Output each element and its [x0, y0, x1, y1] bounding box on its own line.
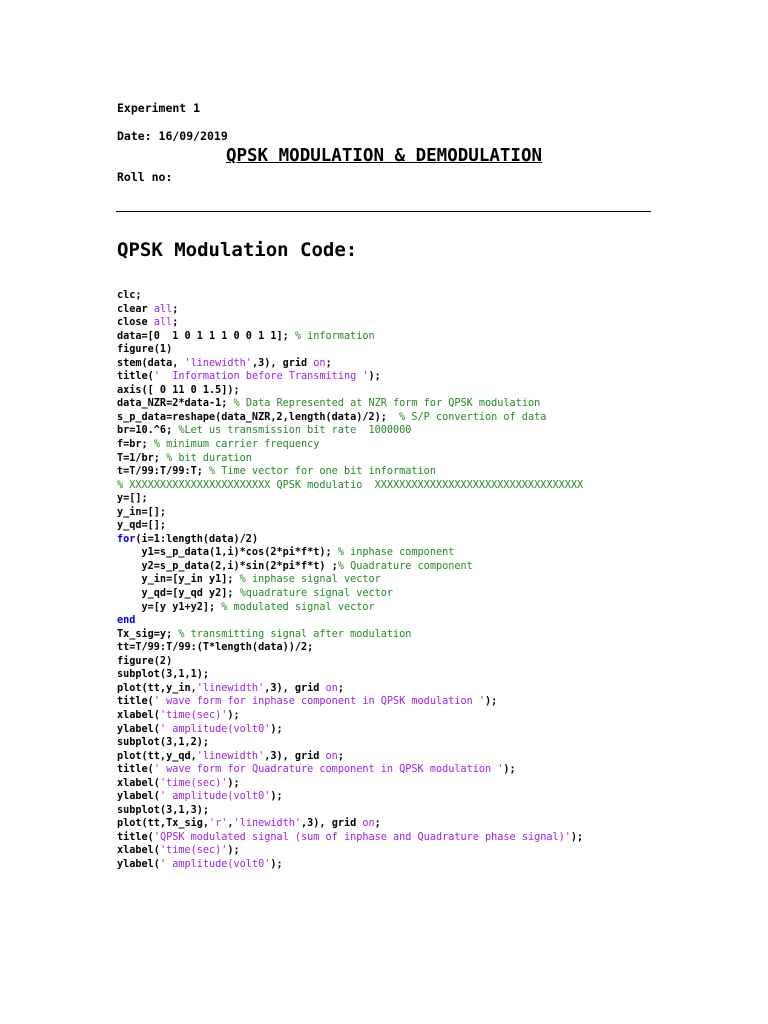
code-line [117, 777, 583, 791]
code-line [117, 546, 583, 560]
code-text: tt=T/99:T/99:(T*length(data))/2; [117, 642, 314, 654]
code-string: ' amplitude(volt0' [159, 858, 271, 870]
code-text: y=[]; [117, 493, 148, 505]
code-string: 'linewidth' [196, 682, 265, 694]
code-comment: % transmitting signal after modulation [178, 628, 412, 640]
code-text: ylabel( [117, 723, 160, 735]
code-line [117, 465, 583, 479]
code-text: ); [270, 858, 283, 870]
code-line [117, 709, 583, 723]
code-comment: % inphase component [337, 547, 455, 559]
code-text: ylabel( [117, 791, 160, 803]
code-comment: % XXXXXXXXXXXXXXXXXXXXXXX QPSK modulatio XXXXXXXXXXXXXXXXXXXXXXXXXXXXXXXXXX [117, 479, 584, 491]
code-text: subplot(3,1,2); [117, 737, 210, 749]
code-comment: %quadrature signal vector [239, 588, 394, 600]
code-comment: % S/P convertion of data [399, 411, 547, 423]
code-text: data=[0 1 0 1 1 1 0 0 1 1]; [117, 330, 295, 342]
code-text: xlabel( [117, 845, 160, 857]
roll-no-label: Roll no: [117, 170, 173, 184]
code-text: f=br; [117, 439, 154, 451]
code-keyword: end [117, 615, 136, 627]
code-text: y1=s_p_data(1,i)*cos(2*pi*f*t); [117, 547, 338, 559]
code-line [117, 384, 583, 398]
code-text: ; [325, 357, 332, 369]
code-line [117, 790, 583, 804]
code-text: stem(data, [117, 357, 185, 369]
experiment-label: Experiment 1 [117, 101, 201, 115]
code-line [117, 370, 583, 384]
code-text: ); [227, 845, 240, 857]
code-text: clc; [117, 290, 142, 301]
code-string: 'linewidth' [233, 818, 302, 830]
code-string: ' Information before Transmiting ' [153, 371, 369, 383]
code-line [117, 601, 583, 615]
date-label: Date: 16/09/2019 [117, 129, 228, 143]
code-text: , [227, 818, 234, 830]
code-text: ); [503, 764, 516, 776]
code-line [117, 519, 583, 533]
code-string: 'QPSK modulated signal (sum of inphase and Quadrature phase signal)' [153, 831, 571, 843]
code-text: y2=s_p_data(2,i)*sin(2*pi*f*t) ; [117, 560, 338, 572]
code-text: ylabel( [117, 858, 160, 870]
code-line [117, 573, 583, 587]
code-string: on [325, 750, 338, 762]
code-string: ' amplitude(volt0' [159, 723, 271, 735]
code-text: y_in=[]; [117, 506, 167, 518]
code-comment: % information [294, 330, 375, 342]
code-line [117, 723, 583, 737]
code-line [117, 397, 583, 411]
code-line [117, 750, 583, 764]
code-line [117, 560, 583, 574]
code-line [117, 452, 583, 466]
code-text: title( [117, 764, 154, 776]
code-text: y_qd=[]; [117, 520, 167, 532]
code-line [117, 655, 583, 669]
code-text: y_in=[y_in y1]; [117, 574, 240, 586]
code-line [117, 303, 583, 317]
code-line [117, 736, 583, 750]
code-line [117, 844, 583, 858]
code-comment: % modulated signal vector [221, 601, 375, 613]
code-text: ; [337, 750, 344, 762]
code-comment: % minimum carrier frequency [153, 439, 320, 451]
code-line [117, 343, 583, 357]
code-text: xlabel( [117, 709, 160, 721]
code-line [117, 587, 583, 601]
code-string: 'linewidth' [196, 750, 265, 762]
code-comment: % inphase signal vector [239, 574, 381, 586]
code-string: 'time(sec)' [159, 709, 228, 721]
code-string: on [313, 357, 326, 369]
code-text: br=10.^6; [117, 425, 179, 437]
code-comment: % Quadrature component [337, 560, 473, 572]
code-line [117, 289, 583, 303]
code-line [117, 831, 583, 845]
code-line [117, 424, 583, 438]
code-text: plot(tt,y_in, [117, 682, 197, 694]
code-line [117, 641, 583, 655]
code-text: subplot(3,1,1); [117, 669, 210, 681]
code-comment: % Data Represented at NZR form for QPSK modulation [233, 398, 541, 410]
code-text: title( [117, 831, 154, 843]
code-text: plot(tt,Tx_sig, [117, 818, 210, 830]
code-line [117, 763, 583, 777]
code-text: plot(tt,y_qd, [117, 750, 197, 762]
code-text: close [117, 317, 154, 329]
code-text: ); [485, 696, 498, 708]
code-string: all [153, 303, 173, 315]
document-title: QPSK MODULATION & DEMODULATION [225, 146, 543, 166]
code-line [117, 628, 583, 642]
code-text: subplot(3,1,3); [117, 804, 210, 816]
code-line [117, 506, 583, 520]
code-text: ,3), grid [264, 682, 326, 694]
code-text: data_NZR=2*data-1; [117, 398, 234, 410]
code-text: ; [172, 317, 179, 329]
code-text: clear [117, 303, 154, 315]
code-line [117, 804, 583, 818]
code-line [117, 533, 583, 547]
code-string: 'time(sec)' [159, 777, 228, 789]
code-string: 'r' [209, 818, 228, 830]
code-text: ); [227, 709, 240, 721]
code-string: on [362, 818, 375, 830]
code-string: ' wave form for inphase component in QPSK modulation ' [153, 696, 486, 708]
code-line [117, 411, 583, 425]
code-text: (i=1:length(data)/2) [135, 533, 259, 545]
code-line [117, 682, 583, 696]
code-text: y_qd=[y_qd y2]; [117, 588, 240, 600]
code-line [117, 316, 583, 330]
code-text: Tx_sig=y; [117, 628, 179, 640]
code-text: ); [570, 831, 584, 843]
code-string: ' amplitude(volt0' [159, 791, 271, 803]
code-text: s_p_data=reshape(data_NZR,2,length(data)/2); [117, 411, 400, 423]
code-text: ; [374, 818, 381, 830]
code-line [117, 614, 583, 628]
code-text: ); [368, 371, 381, 383]
code-line [117, 438, 583, 452]
horizontal-divider [116, 211, 651, 212]
code-text: ; [337, 682, 344, 694]
code-comment: % bit duration [166, 452, 252, 464]
code-text: y=[y y1+y2]; [117, 601, 222, 613]
code-text: axis([ 0 11 0 1.5]); [117, 384, 240, 396]
code-line [117, 357, 583, 371]
code-text: ,3), grid [251, 357, 314, 369]
code-text: figure(1) [117, 344, 173, 356]
code-comment: %Let us transmission bit rate 1000000 [178, 425, 412, 437]
code-text: t=T/99:T/99:T; [117, 466, 210, 478]
code-string: 'linewidth' [184, 357, 252, 369]
code-string: 'time(sec)' [159, 845, 228, 857]
code-text: ); [270, 723, 283, 735]
code-block [117, 289, 583, 872]
code-string: ' wave form for Quadrature component in QPSK modulation ' [153, 764, 504, 776]
code-text: figure(2) [117, 655, 173, 667]
code-line [117, 817, 583, 831]
section-title: QPSK Modulation Code: [117, 239, 358, 261]
code-text: ,3), grid [301, 818, 363, 830]
code-line [117, 492, 583, 506]
code-text: ,3), grid [264, 750, 326, 762]
code-keyword: for [117, 533, 136, 545]
code-line [117, 330, 583, 344]
code-text: xlabel( [117, 777, 160, 789]
code-text: ); [227, 777, 240, 789]
code-text: title( [117, 371, 154, 383]
code-string: all [153, 317, 173, 329]
code-line [117, 858, 583, 872]
code-text: title( [117, 696, 154, 708]
code-text: ); [270, 791, 283, 803]
code-line [117, 668, 583, 682]
code-line [117, 695, 583, 709]
code-comment: % Time vector for one bit information [209, 466, 436, 478]
code-line [117, 479, 583, 493]
code-text: ; [172, 303, 179, 315]
code-string: on [325, 682, 338, 694]
code-text: T=1/br; [117, 452, 167, 464]
